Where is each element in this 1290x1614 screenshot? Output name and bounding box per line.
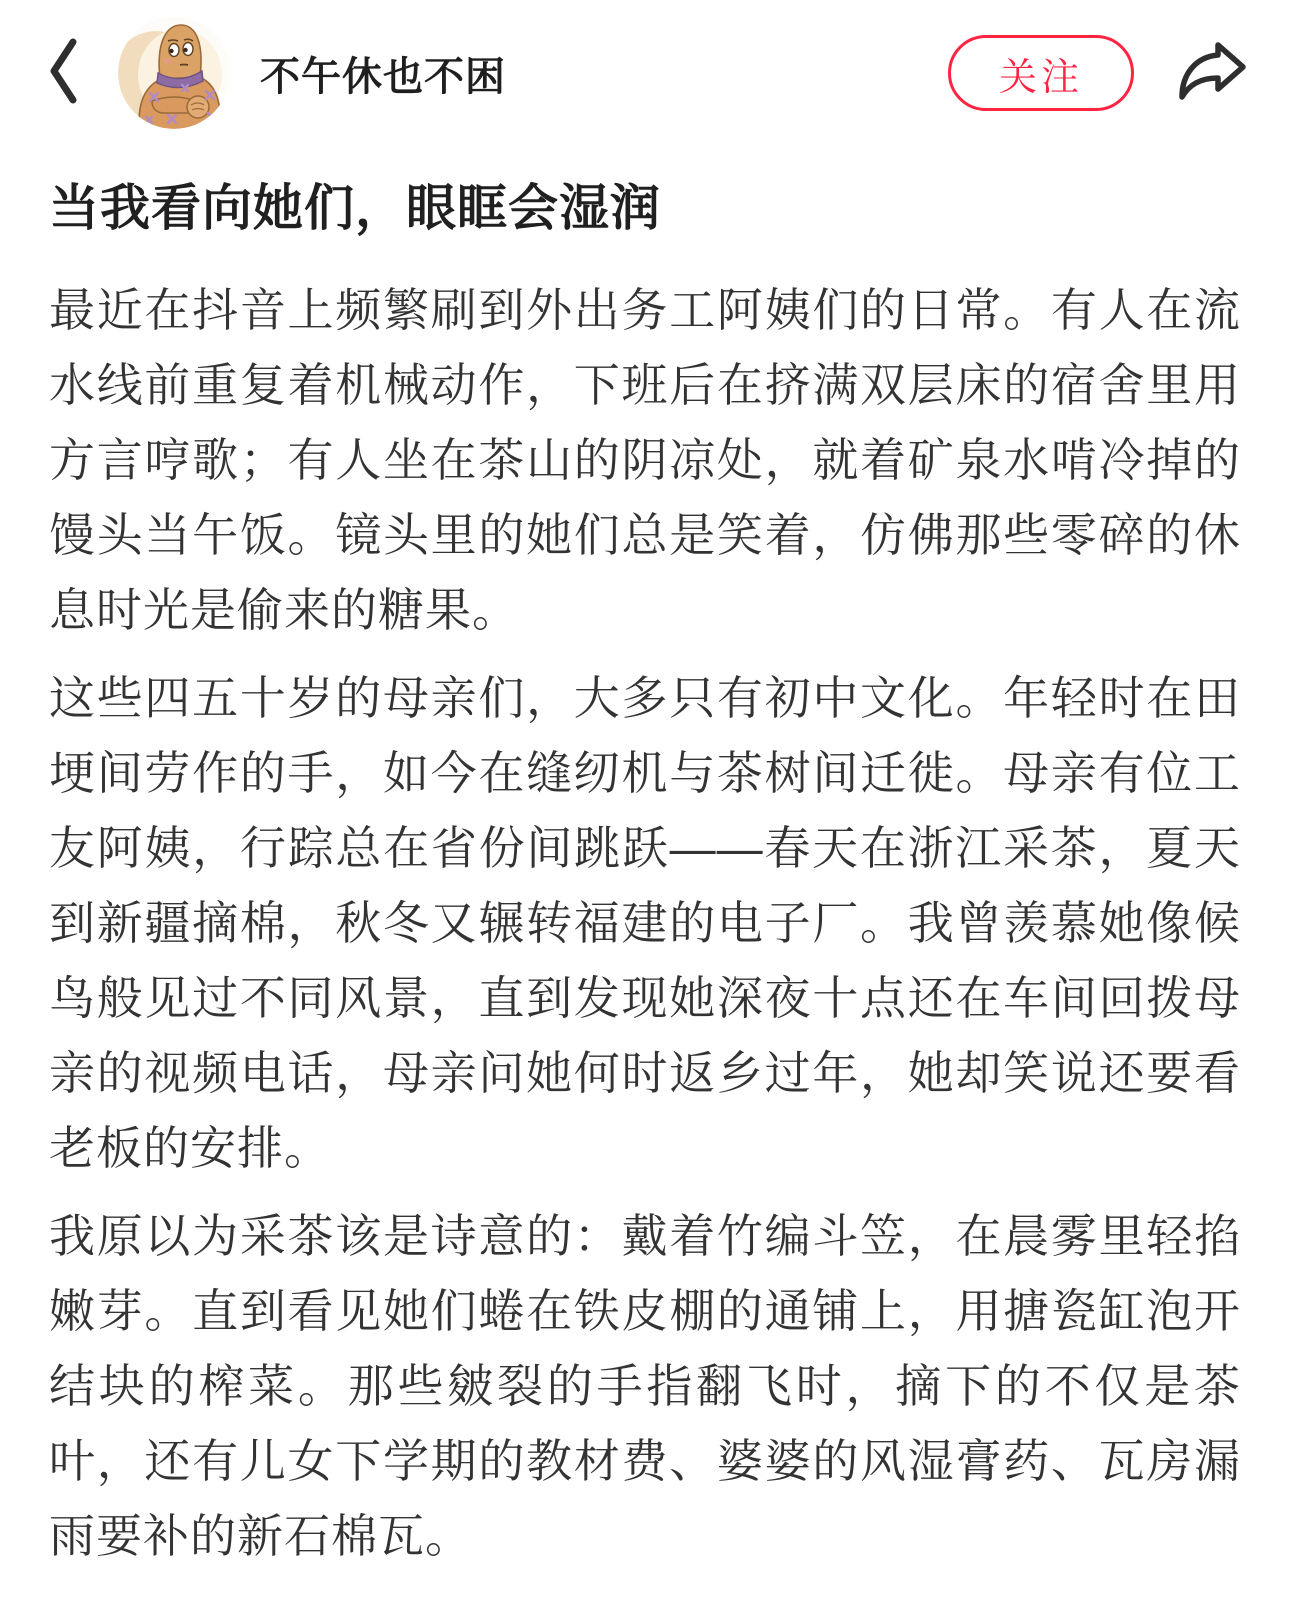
cartoon-character-avatar-image	[118, 17, 230, 129]
author-profile[interactable]	[118, 17, 506, 129]
chevron-left-icon	[46, 36, 80, 111]
username[interactable]: 不午休也不困	[260, 54, 506, 99]
post-paragraph-2: 这些四五十岁的母亲们，大多只有初中文化。年轻时在田埂间劳作的手，如今在缝纫机与茶树间迁徙。母亲有位工友阿姨，行踪总在省份间跳跃——春天在浙江采茶，夏天到新疆摘棉，秋冬又辗转福建的电子厂。我曾羡慕她像候鸟般见过不同风景，直到发现她深夜十点还在车间回拨母亲的视频电话，母亲问她何时返乡过年，她却笑说还要看老板的安排。	[49, 672, 1241, 1174]
post-paragraph-3: 我原以为采茶该是诗意的：戴着竹编斗笠，在晨雾里轻掐嫩芽。直到看见她们蜷在铁皮棚的通铺上，用搪瓷缸泡开结块的榨菜。那些皴裂的手指翻飞时，摘下的不仅是茶叶，还有儿女下学期的教材费、婆婆的风湿膏药、瓦房漏雨要补的新石棉瓦。	[49, 1210, 1241, 1562]
post-title: 当我看向她们，眼眶会湿润	[49, 180, 661, 236]
post-paragraph-1: 最近在抖音上频繁刷到外出务工阿姨们的日常。有人在流水线前重复着机械动作，下班后在挤满双层床的宿舍里用方言哼歌；有人坐在茶山的阴凉处，就着矿泉水啃冷掉的馒头当午饭。镜头里的她们总是笑着，仿佛那些零碎的休息时光是偷来的糖果。	[49, 284, 1241, 636]
back-button[interactable]	[46, 38, 90, 108]
post-content	[0, 146, 1290, 1614]
avatar[interactable]	[118, 17, 230, 129]
follow-button[interactable]: 关注	[948, 35, 1134, 111]
header	[0, 0, 1290, 146]
share-button[interactable]	[1176, 41, 1248, 105]
share-forward-arrow-icon	[1176, 40, 1248, 107]
